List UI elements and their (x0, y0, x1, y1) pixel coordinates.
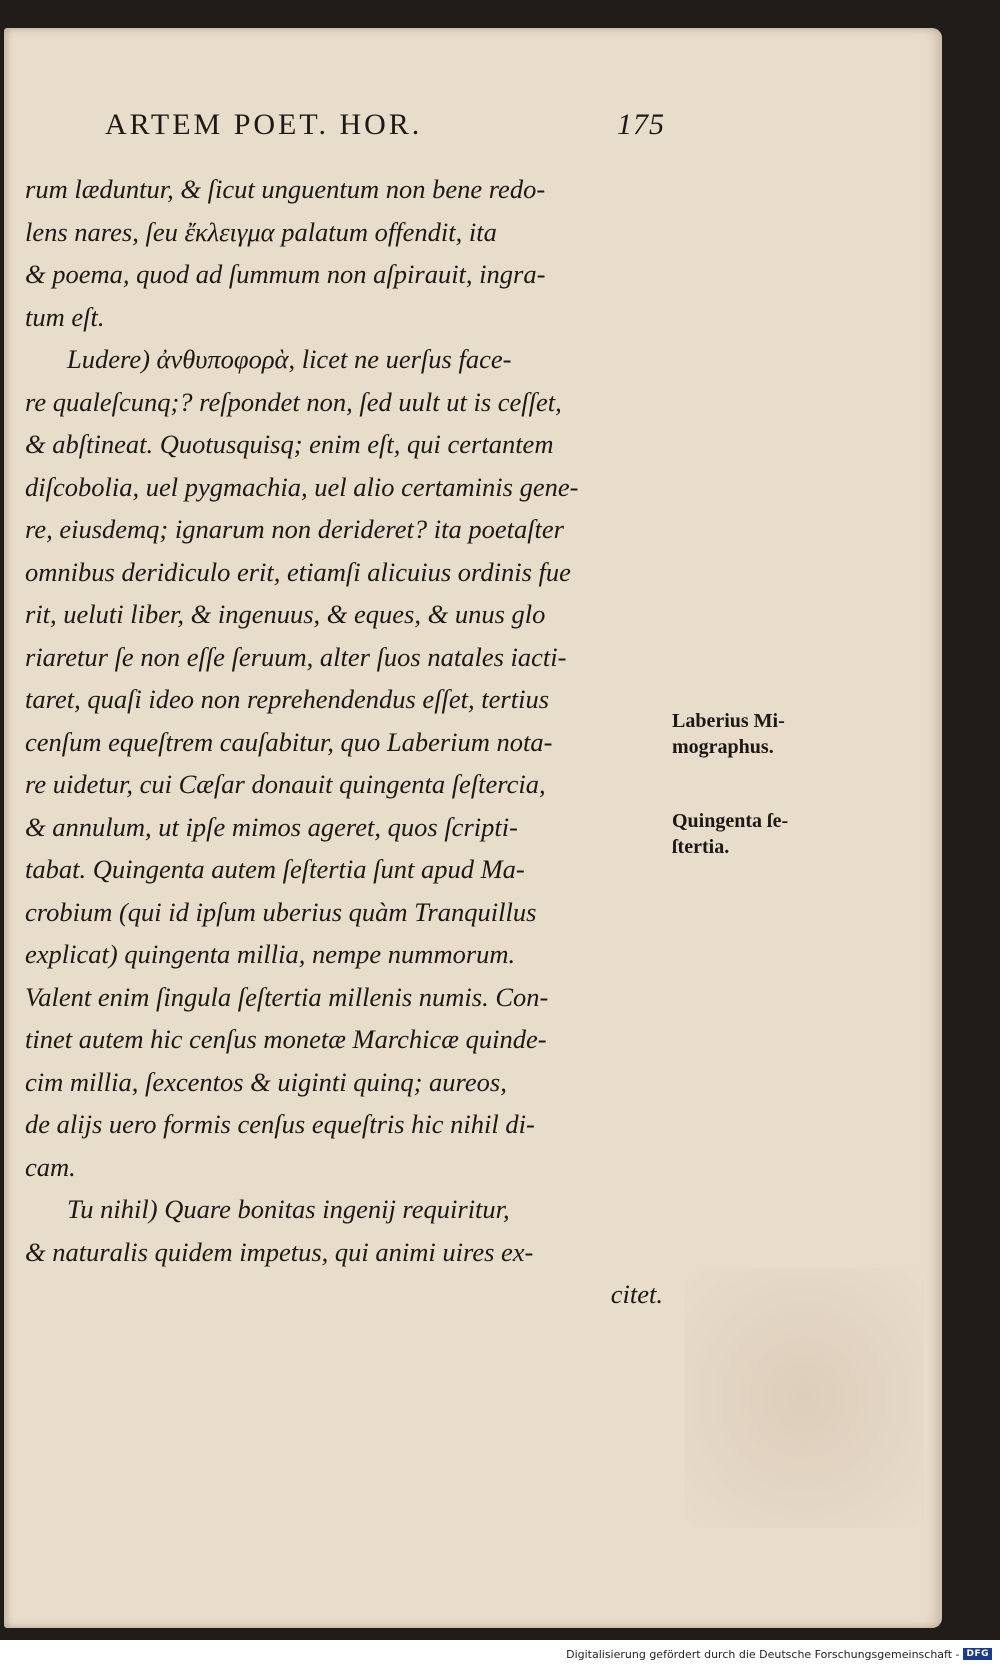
text-line: taret, quaſi ideo non reprehendendus eſſet, tertius (25, 684, 550, 714)
dfg-logo: DFG (963, 1648, 992, 1660)
page-header (105, 108, 665, 148)
text-line: crobium (qui id ipſum uberius quàm Tranquillus (25, 896, 537, 927)
text-line: & naturalis quidem impetus, qui animi uires ex- (25, 1236, 534, 1267)
margin-note-quingenta (672, 808, 852, 860)
text-line: de alijs uero formis cenſus equeſtris hic nihil di- (25, 1109, 535, 1139)
text-line: re qualeſcunq;? reſpondet non, ſed uult ut is ceſſet, (25, 386, 562, 417)
text-line: re uidetur, cui Cæſar donauit quingenta ſeſtercia, (25, 769, 546, 799)
text-line: & annulum, ut ipſe mimos ageret, quos ſcripti- (25, 811, 518, 842)
text-line: riaretur ſe non eſſe ſeruum, alter ſuos natales iacti- (25, 641, 567, 672)
text-line: diſcobolia, uel pygmachia, uel alio certaminis gene- (25, 471, 579, 502)
running-title: ARTEM POET. HOR. (105, 108, 423, 141)
text-line: lens nares, ſeu ἔκλειγμα palatum offendit, ita (25, 216, 497, 247)
text-line: rum læduntur, & ſicut unguentum non bene redo- (25, 174, 546, 204)
text-line: cam. (25, 1151, 76, 1182)
text-line: re, eiusdemq; ignarum non derideret? ita poetaſter (25, 514, 564, 544)
margin-note-line: Laberius Mi- (672, 710, 785, 732)
text-line: rit, ueluti liber, & ingenuus, & eques, & unus glo (25, 599, 546, 629)
text-line: & abſtineat. Quotusquisq; enim eſt, qui certantem (25, 429, 554, 459)
text-line: explicat) quingenta millia, nempe nummorum. (25, 939, 516, 969)
text-line: Valent enim ſingula ſeſtertia millenis numis. Con- (25, 981, 549, 1012)
text-line: & poema, quod ad ſummum non aſpirauit, ingra- (25, 259, 546, 289)
funding-credit: Digitalisierung gefördert durch die Deutsche Forschungsgemeinschaft - (566, 1647, 960, 1661)
main-text-block (25, 168, 665, 1316)
margin-note-line: ſtertia. (672, 836, 730, 858)
page-number: 175 (617, 108, 665, 141)
text-line: tabat. Quingenta autem ſeſtertia ſunt apud Ma- (25, 854, 525, 884)
text-line: cenſum equeſtrem cauſabitur, quo Laberium nota- (25, 726, 553, 757)
text-line-paragraph-start: Ludere) ἀνθυποφορὰ, licet ne uerſus face- (67, 344, 512, 374)
catchword-line: citet. (610, 1279, 663, 1309)
text-line: omnibus deridiculo erit, etiamſi alicuius ordinis fue (25, 556, 571, 587)
text-line: cim millia, ſexcentos & uiginti quinq; aureos, (25, 1066, 507, 1097)
margin-note-line: mographus. (672, 736, 774, 758)
text-line-paragraph-start: Tu nihil) Quare bonitas ingenij requiritur, (67, 1194, 510, 1224)
margin-note-line: Quingenta ſe- (672, 810, 789, 832)
text-line: tum eſt. (25, 301, 105, 332)
paper-stain (684, 1268, 924, 1528)
text-line: tinet autem hic cenſus monetæ Marchicæ quinde- (25, 1024, 547, 1054)
digitization-footer (566, 1646, 992, 1662)
margin-note-laberius (672, 708, 852, 760)
